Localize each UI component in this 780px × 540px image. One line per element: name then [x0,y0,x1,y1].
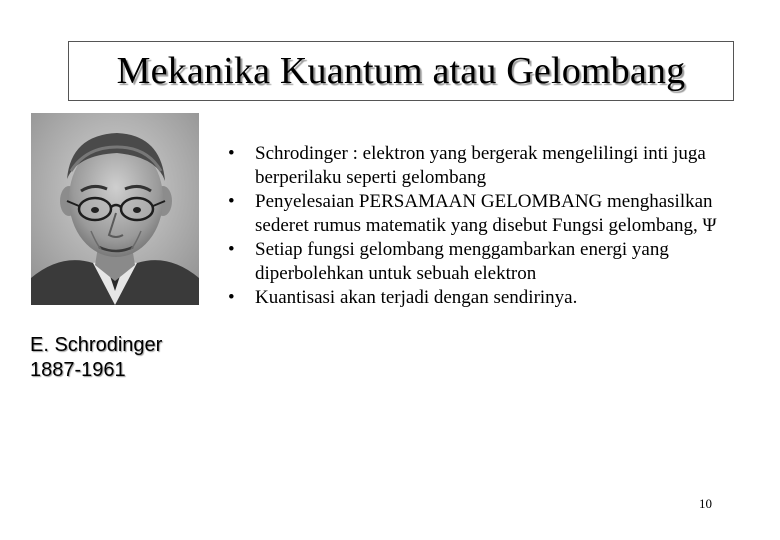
bullet-text: Penyelesaian PERSAMAAN GELOMBANG menghasilkan sederet rumus matematik yang disebut Fungsi gelombang, Ψ [255,191,717,236]
portrait-illustration [31,113,199,305]
bullet-item [228,286,748,310]
bullet-item [228,190,748,238]
slide-title-box [68,41,734,101]
page-number: 10 [699,496,712,511]
photo-caption [30,333,162,383]
portrait-photo [31,113,199,305]
slide-title: Mekanika Kuantum atau Gelombang [116,50,686,92]
bullet-icon: • [228,239,235,260]
bullet-item [228,238,748,286]
caption-name: E. Schrodinger [30,334,163,356]
bullet-icon: • [228,287,235,308]
caption-years: 1887-1961 [30,359,126,381]
bullet-item [228,142,748,190]
bullet-text: Schrodinger : elektron yang bergerak mengelilingi inti juga berperilaku seperti gelombang [255,143,706,188]
bullet-text: Setiap fungsi gelombang menggambarkan energi yang diperbolehkan untuk sebuah elektron [255,239,669,284]
bullet-icon: • [228,143,235,164]
bullet-list [228,142,748,310]
bullet-text: Kuantisasi akan terjadi dengan sendirinya. [255,287,578,308]
bullet-icon: • [228,191,235,212]
